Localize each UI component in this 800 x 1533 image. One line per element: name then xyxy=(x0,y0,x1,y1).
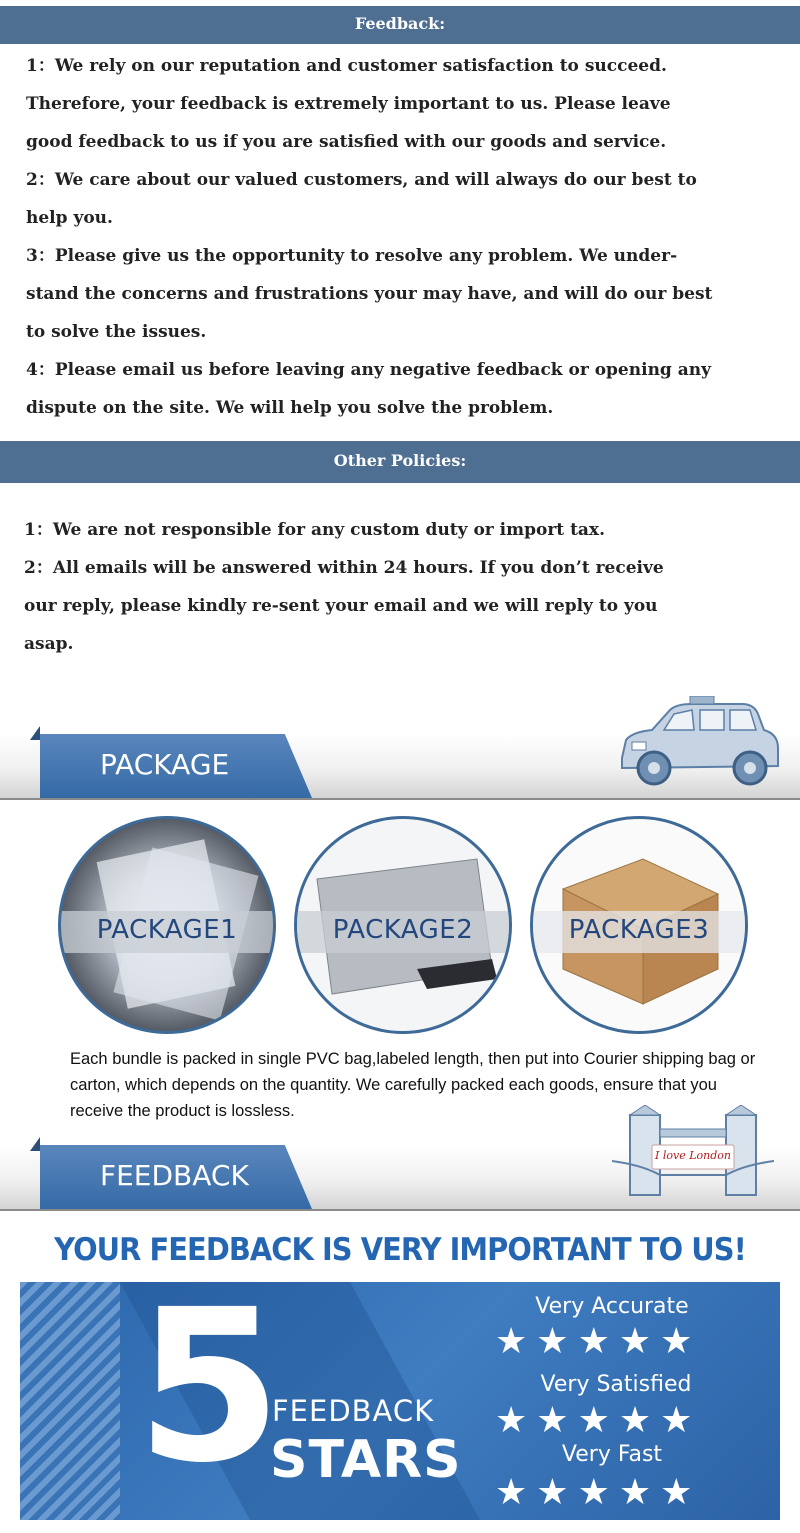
policy-line: asap. xyxy=(24,634,74,654)
feedback-line: 1：We rely on our reputation and customer satisfaction to succeed. xyxy=(26,56,667,76)
package1-label: PACKAGE1 xyxy=(96,915,238,945)
feedback-word: FEEDBACK xyxy=(272,1394,435,1428)
star-icon: ★ xyxy=(536,1472,569,1513)
package3-circle xyxy=(530,816,748,1034)
star-icon: ★ xyxy=(495,1472,528,1513)
star-icon: ★ xyxy=(618,1400,652,1441)
big-five-number: 5 xyxy=(136,1282,283,1509)
rating-stars-fast xyxy=(495,1472,693,1513)
policy-line: 1：We are not responsible for any custom duty or import tax. xyxy=(24,520,605,540)
package-banner-label: PACKAGE xyxy=(100,748,230,781)
feedback-line: 2：We care about our valued customers, and will always do our best to xyxy=(26,170,697,190)
taxi-icon xyxy=(612,696,782,794)
star-icon: ★ xyxy=(495,1321,528,1362)
feedback-line: good feedback to us if you are satisfied with our goods and service. xyxy=(26,132,667,152)
star-icon: ★ xyxy=(495,1400,528,1441)
rating-stars-satisfied xyxy=(495,1400,693,1441)
feedback-header-title: Feedback: xyxy=(315,6,485,45)
policies-header-bar xyxy=(0,441,800,483)
stars-word: STARS xyxy=(270,1430,462,1490)
star-icon: ★ xyxy=(577,1472,610,1513)
feedback-text xyxy=(26,47,786,427)
star-icon: ★ xyxy=(660,1472,693,1513)
feedback-banner xyxy=(0,1145,800,1211)
feedback-line: help you. xyxy=(26,208,113,228)
feedback-line: dispute on the site. We will help you solve the problem. xyxy=(26,398,554,418)
star-icon: ★ xyxy=(618,1321,652,1362)
rating-label-accurate: Very Accurate xyxy=(535,1294,689,1319)
rating-stars-accurate xyxy=(495,1321,693,1362)
package2-circle xyxy=(294,816,512,1034)
policies-header-title: Other Policies: xyxy=(294,441,506,484)
star-icon: ★ xyxy=(660,1400,693,1441)
package-banner xyxy=(0,734,800,800)
feedback-line: 3：Please give us the opportunity to resolve any problem. We under- xyxy=(26,246,678,266)
package1-circle xyxy=(58,816,276,1034)
headline: YOUR FEEDBACK IS VERY IMPORTANT TO US! xyxy=(54,1232,746,1268)
banner-notch xyxy=(30,1137,40,1151)
package2-label: PACKAGE2 xyxy=(332,915,474,945)
star-icon: ★ xyxy=(577,1400,610,1441)
feedback-line: to solve the issues. xyxy=(26,322,207,342)
rating-label-fast: Very Fast xyxy=(561,1442,663,1467)
package3-label: PACKAGE3 xyxy=(568,915,710,945)
policy-line: our reply, please kindly re-sent your email and we will reply to you xyxy=(24,596,658,616)
feedback-banner-label: FEEDBACK xyxy=(100,1159,249,1192)
i-love-london-badge: I love London xyxy=(655,1149,731,1162)
feedback-line: 4：Please email us before leaving any negative feedback or opening any xyxy=(26,360,711,380)
star-icon: ★ xyxy=(618,1472,652,1513)
feedback-line: stand the concerns and frustrations your may have, and will do our best xyxy=(26,284,713,304)
rating-label-satisfied: Very Satisfied xyxy=(540,1372,692,1397)
policies-text xyxy=(24,511,784,663)
star-icon: ★ xyxy=(536,1321,569,1362)
star-icon: ★ xyxy=(536,1400,569,1441)
policy-line: 2：All emails will be answered within 24 hours. If you don’t receive xyxy=(24,558,664,578)
star-icon: ★ xyxy=(577,1321,610,1362)
package-description: Each bundle is packed in single PVC bag,labeled length, then put into Courier shipping bag or carton, which depends on the quantity. We carefully packed each goods, ensure that you receive the product is lossless. xyxy=(70,1050,756,1120)
star-icon: ★ xyxy=(660,1321,693,1362)
banner-notch xyxy=(30,726,40,740)
feedback-header-bar xyxy=(0,6,800,44)
five-stars-panel xyxy=(20,1282,780,1520)
feedback-line: Therefore, your feedback is extremely important to us. Please leave xyxy=(26,94,671,114)
